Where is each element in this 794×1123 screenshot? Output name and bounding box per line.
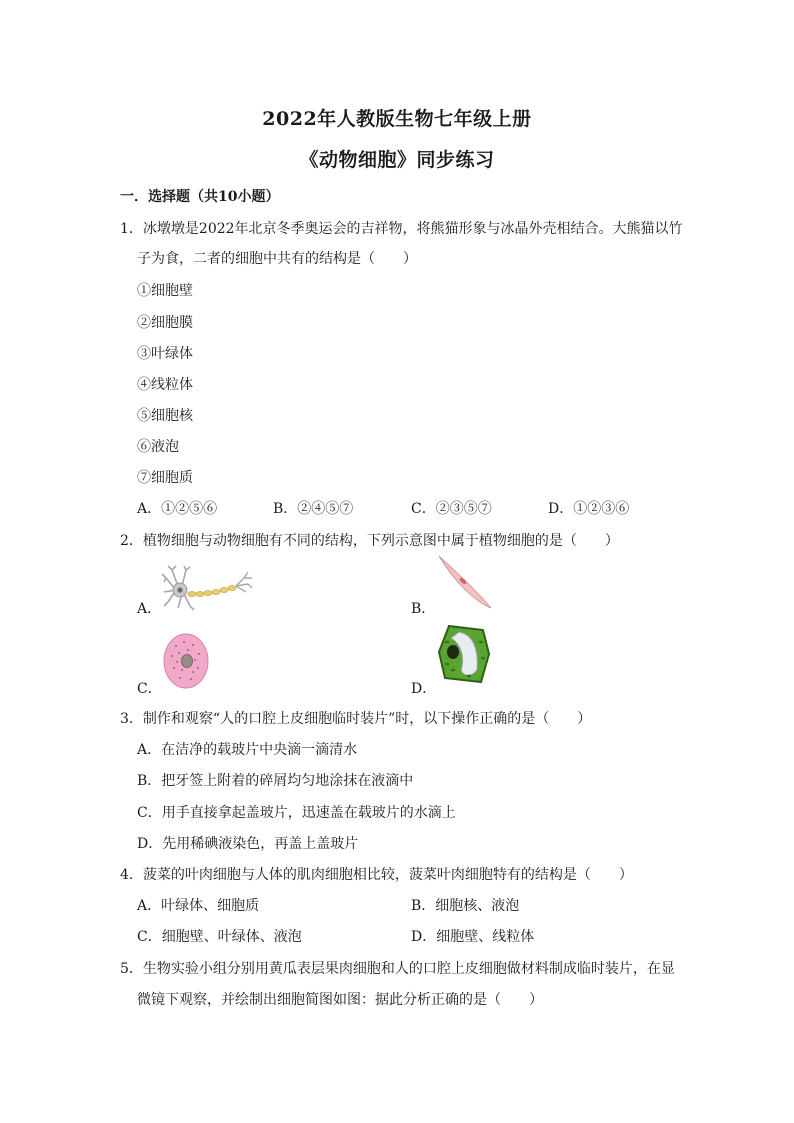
document-title: 2022年人教版生物七年级上册 — [262, 108, 532, 130]
q1-item: ③叶绿体 — [137, 346, 193, 362]
q1-option-b[interactable]: B．②④⑤⑦ — [273, 501, 354, 517]
q1-item: ⑦细胞质 — [137, 470, 193, 486]
q1-item: ②细胞膜 — [137, 315, 193, 331]
q1-item: ⑥液泡 — [137, 439, 179, 455]
q2-option-d[interactable]: D． — [411, 681, 437, 697]
q1-option-c[interactable]: C．②③⑤⑦ — [411, 501, 492, 517]
q5-stem-line1: 5．生物实验小组分别用黄瓜表层果肉细胞和人的口腔上皮细胞做材料制成临时装片，在显 — [120, 961, 675, 977]
q4-option-b[interactable]: B．细胞核、液泡 — [411, 898, 520, 914]
q2-option-b[interactable]: B． — [411, 601, 436, 617]
q3-option-a[interactable]: A．在洁净的载玻片中央滴一滴清水 — [137, 742, 358, 758]
q1-item: ①细胞壁 — [137, 283, 193, 299]
q3-option-d[interactable]: D．先用稀碘液染色，再盖上盖玻片 — [137, 836, 359, 852]
q2-option-c[interactable]: C． — [137, 681, 162, 697]
q4-stem: 4．菠菜的叶肉细胞与人体的肌肉细胞相比较，菠菜叶肉细胞特有的结构是（ ） — [120, 867, 633, 883]
q1-option-d[interactable]: D．①②③⑥ — [548, 501, 630, 517]
q1-item: ④线粒体 — [137, 377, 193, 393]
document-subtitle: 《动物细胞》同步练习 — [299, 149, 495, 171]
q1-option-a[interactable]: A．①②⑤⑥ — [137, 501, 218, 517]
section-heading: 一．选择题（共10小题） — [120, 189, 280, 205]
q4-option-a[interactable]: A．叶绿体、细胞质 — [137, 898, 260, 914]
q5-stem-line2: 微镜下观察，并绘制出细胞简图如图：据此分析正确的是（ ） — [137, 992, 543, 1008]
q3-option-b[interactable]: B．把牙签上附着的碎屑均匀地涂抹在液滴中 — [137, 773, 414, 789]
q1-stem-line1: 1．冰墩墩是2022年北京冬季奥运会的吉祥物，将熊猫形象与冰晶外壳相结合。大熊猫以竹 — [120, 221, 683, 237]
q3-stem: 3．制作和观察“人的口腔上皮细胞临时装片”时，以下操作正确的是（ ） — [120, 711, 592, 727]
animal-cell-icon — [162, 632, 210, 690]
plant-cell-icon — [437, 624, 491, 684]
neuron-cell-icon — [162, 564, 254, 612]
q1-stem-line2: 子为食，二者的细胞中共有的结构是（ ） — [137, 251, 417, 267]
muscle-cell-icon — [436, 554, 494, 610]
q3-option-c[interactable]: C．用手直接拿起盖玻片，迅速盖在载玻片的水滴上 — [137, 805, 456, 821]
q2-option-a[interactable]: A． — [137, 601, 162, 617]
q1-item: ⑤细胞核 — [137, 408, 193, 424]
q4-option-d[interactable]: D．细胞壁、线粒体 — [411, 929, 535, 945]
q4-option-c[interactable]: C．细胞壁、叶绿体、液泡 — [137, 929, 302, 945]
q2-stem: 2．植物细胞与动物细胞有不同的结构，下列示意图中属于植物细胞的是（ ） — [120, 533, 619, 549]
